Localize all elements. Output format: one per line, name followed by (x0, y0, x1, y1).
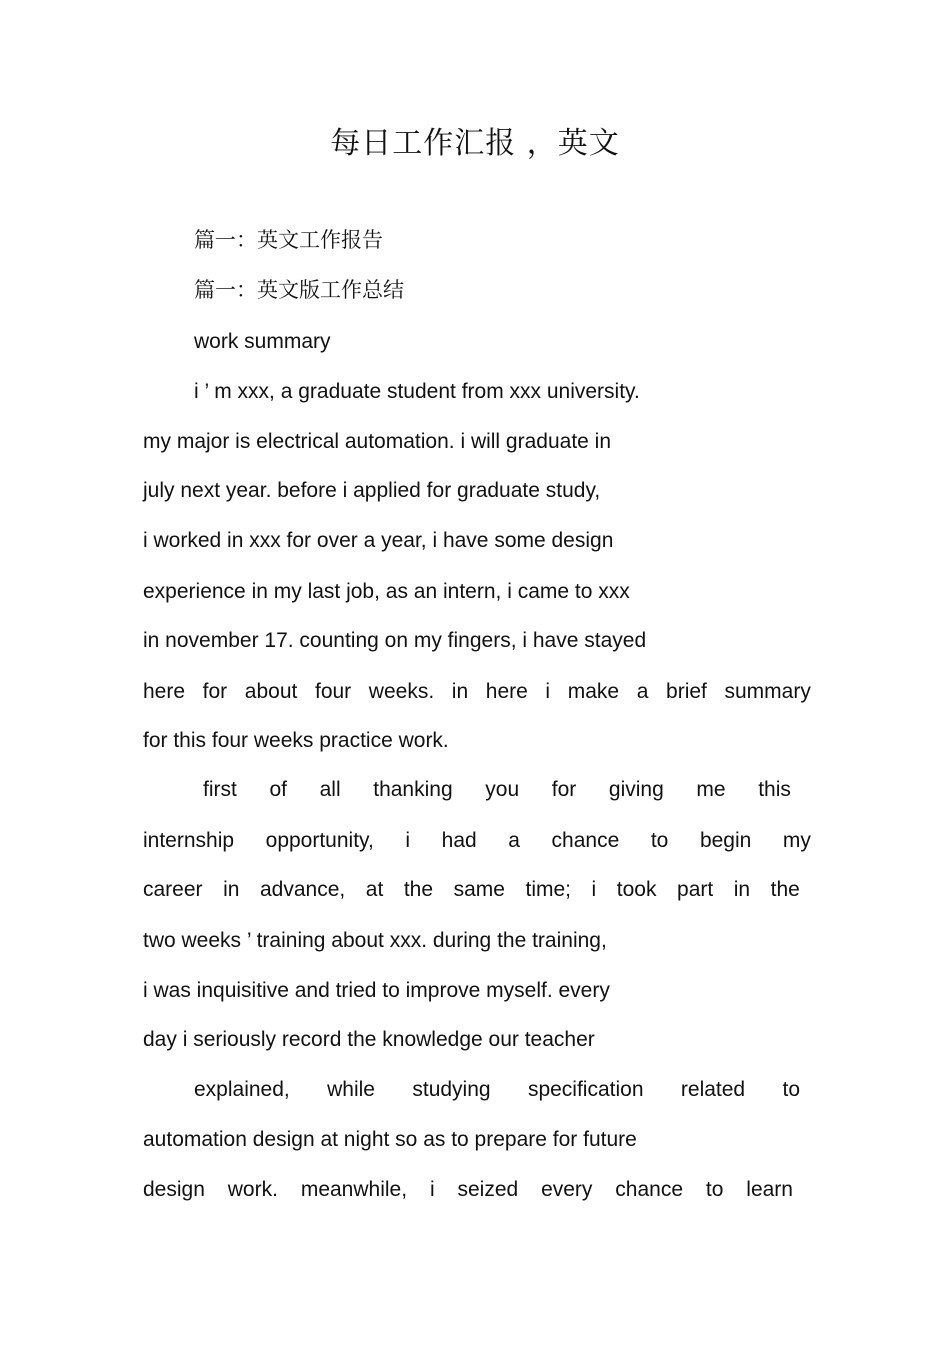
word: advance, (259, 878, 346, 901)
word: of (269, 778, 287, 801)
word: thanking (373, 778, 453, 801)
paragraph-line: automation design at night so as to prepare for future (143, 1128, 637, 1151)
section-heading: work summary (194, 330, 331, 353)
paragraph-line: my major is electrical automation. i will graduate in (143, 430, 612, 453)
word: i (405, 829, 411, 852)
word: begin (699, 829, 752, 852)
word: learn (746, 1178, 793, 1201)
paragraph-line (143, 827, 811, 855)
word: related (680, 1078, 746, 1101)
word: i (591, 878, 597, 901)
paragraph-line: experience in my last job, as an intern, i came to xxx (143, 580, 630, 603)
paragraph-line: i worked in xxx for over a year, i have some design (143, 529, 614, 552)
word: had (441, 829, 477, 852)
word: opportunity, (265, 829, 374, 852)
subheading-1: 篇一：英文工作报告 (194, 228, 383, 252)
paragraph-line (203, 776, 791, 804)
word: work. (227, 1178, 278, 1201)
word: brief (666, 680, 707, 703)
paragraph-line: two weeks ’ training about xxx. during the training, (143, 929, 607, 952)
word: the (770, 878, 800, 901)
word: design (143, 1178, 205, 1201)
word: career (143, 878, 203, 901)
word: giving (608, 778, 664, 801)
paragraph-line (143, 876, 800, 904)
word: to (782, 1078, 800, 1101)
paragraph-line: for this four weeks practice work. (143, 729, 449, 752)
paragraph-line (143, 678, 811, 706)
word: while (327, 1078, 375, 1101)
word: a (636, 680, 649, 703)
word: you (485, 778, 520, 801)
word: my (782, 829, 811, 852)
paragraph-line: in november 17. counting on my fingers, i have stayed (143, 629, 647, 652)
word: to (650, 829, 669, 852)
word: chance (615, 1178, 684, 1201)
paragraph-line: i ’ m xxx, a graduate student from xxx university. (194, 380, 640, 403)
word: to (705, 1178, 724, 1201)
subheading-2: 篇一：英文版工作总结 (194, 278, 404, 302)
word: about (244, 680, 298, 703)
word: i (429, 1178, 435, 1201)
word: in (223, 878, 240, 901)
word: explained, (194, 1078, 290, 1101)
word: for (202, 680, 228, 703)
paragraph-line (194, 1076, 800, 1104)
paragraph-line (143, 1176, 793, 1204)
word: same (453, 878, 505, 901)
word: at (365, 878, 384, 901)
word: weeks. (368, 680, 435, 703)
word: seized (457, 1178, 519, 1201)
word: chance (551, 829, 620, 852)
word: me (696, 778, 726, 801)
word: summary (724, 680, 811, 703)
word: a (508, 829, 520, 852)
word: studying (412, 1078, 491, 1101)
word: here (143, 680, 186, 703)
word: internship (143, 829, 235, 852)
word: in (451, 680, 469, 703)
word: for (551, 778, 577, 801)
paragraph-line: july next year. before i applied for graduate study, (143, 479, 601, 502)
word: took (616, 878, 657, 901)
word: i (545, 680, 551, 703)
word: four (314, 680, 352, 703)
word: in (733, 878, 751, 901)
word: meanwhile, (300, 1178, 408, 1201)
word: make (567, 680, 620, 703)
word: all (319, 778, 341, 801)
word: here (485, 680, 528, 703)
word: specification (527, 1078, 644, 1101)
document-title: 每日工作汇报 ，英文 (330, 126, 620, 161)
word: first (203, 778, 237, 801)
paragraph-line: i was inquisitive and tried to improve myself. every (143, 979, 610, 1002)
word: the (403, 878, 434, 901)
paragraph-line: day i seriously record the knowledge our teacher (143, 1028, 595, 1051)
word: every (541, 1178, 593, 1201)
word: time; (525, 878, 571, 901)
word: part (677, 878, 714, 901)
word: this (758, 778, 791, 801)
